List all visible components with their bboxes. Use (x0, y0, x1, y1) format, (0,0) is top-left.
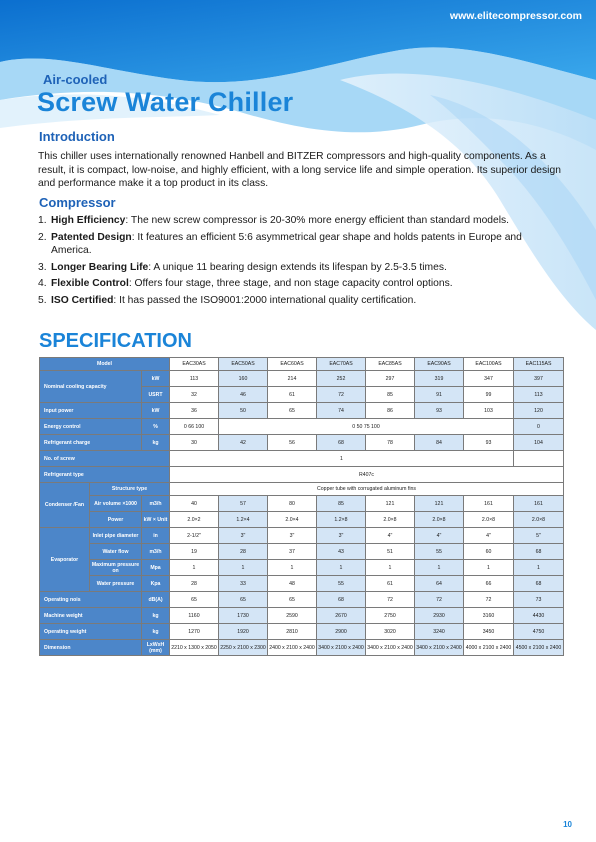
table-cell: 252 (317, 371, 366, 387)
table-cell: 48 (268, 576, 317, 592)
group-label: Evaporator (40, 528, 90, 592)
table-cell: 1 (268, 560, 317, 576)
table-cell: 1 (219, 560, 268, 576)
feature-text: : The new screw compressor is 20-30% more energy efficient than standard models. (125, 215, 510, 226)
row-label: Operating weight (40, 624, 142, 640)
table-cell: 1160 (170, 608, 219, 624)
unit-cell: Kpa (142, 576, 170, 592)
table-cell: 40 (170, 496, 219, 512)
table-cell: 91 (415, 387, 464, 403)
table-cell: 72 (464, 592, 514, 608)
row-label: Maximum pressure on (90, 560, 142, 576)
table-cell: Copper tube with corrugated aluminum fins (170, 483, 564, 496)
table-row (40, 592, 564, 608)
table-cell: 28 (170, 576, 219, 592)
feature-title: Flexible Control (51, 278, 129, 289)
list-number: 2. (38, 231, 47, 243)
row-label: Machine weight (40, 608, 142, 624)
table-cell: 1730 (219, 608, 268, 624)
table-cell: 397 (514, 371, 564, 387)
table-cell: 3" (317, 528, 366, 544)
row-label: Dimension (40, 640, 142, 656)
model-cell: EAC85AS (366, 358, 415, 371)
table-row (40, 451, 564, 467)
table-cell: 2-1/2" (170, 528, 219, 544)
table-cell: 4500 x 2100 x 2400 (514, 640, 564, 656)
row-label: Refrigerant charge (40, 435, 142, 451)
table-cell: 2400 x 2100 x 2400 (268, 640, 317, 656)
table-cell: 2250 x 2100 x 2300 (219, 640, 268, 656)
table-cell: 4" (415, 528, 464, 544)
table-cell: 60 (464, 544, 514, 560)
table-cell: 55 (415, 544, 464, 560)
feature-title: Longer Bearing Life (51, 261, 149, 273)
table-cell: 33 (219, 576, 268, 592)
table-cell: 68 (317, 592, 366, 608)
unit-cell: dB(A) (142, 592, 170, 608)
table-cell: 55 (317, 576, 366, 592)
table-cell: 161 (514, 496, 564, 512)
table-row (40, 435, 564, 451)
table-cell: 3" (219, 528, 268, 544)
table-cell: 0 50 75 100 (219, 419, 514, 435)
unit-cell: kW (142, 403, 170, 419)
table-cell: 2210 x 1300 x 2050 (170, 640, 219, 656)
unit-cell: USRT (142, 387, 170, 403)
row-label: Inlet pipe diameter (90, 528, 142, 544)
model-cell: EAC50AS (219, 358, 268, 371)
subtitle: Air-cooled (43, 72, 108, 87)
table-cell: 1.2×8 (317, 512, 366, 528)
table-cell: 78 (366, 435, 415, 451)
unit-cell: kg (142, 624, 170, 640)
compressor-heading: Compressor (39, 195, 116, 210)
table-cell: 103 (464, 403, 514, 419)
table-cell: 57 (219, 496, 268, 512)
table-cell: 64 (415, 576, 464, 592)
table-cell: 319 (415, 371, 464, 387)
row-label: Water pressure (90, 576, 142, 592)
table-cell: 86 (366, 403, 415, 419)
table-cell: 1270 (170, 624, 219, 640)
table-cell: 50 (219, 403, 268, 419)
table-cell: 3160 (464, 608, 514, 624)
row-label: No. of screw (40, 451, 170, 467)
website-url[interactable]: www.elitecompressor.com (449, 10, 582, 22)
table-cell: 3450 (464, 624, 514, 640)
table-cell: 4430 (514, 608, 564, 624)
table-cell: 43 (317, 544, 366, 560)
table-cell: 1.2×4 (219, 512, 268, 528)
table-cell: 3400 x 2100 x 2400 (366, 640, 415, 656)
table-row (40, 624, 564, 640)
table-cell: 1 (514, 560, 564, 576)
unit-cell: kW (142, 371, 170, 387)
unit-cell: % (142, 419, 170, 435)
table-cell: 3240 (415, 624, 464, 640)
unit-cell: Mpa (142, 560, 170, 576)
unit-cell: kg (142, 608, 170, 624)
row-label: Nominal cooling capacity (40, 371, 142, 403)
specification-heading: SPECIFICATION (39, 330, 192, 352)
table-cell: 93 (415, 403, 464, 419)
table-cell: 84 (415, 435, 464, 451)
row-label: Energy control (40, 419, 142, 435)
table-cell: 4000 x 2100 x 2400 (464, 640, 514, 656)
feature-text: : A unique 11 bearing design extends its lifespan by 2.5-3.5 times. (148, 261, 447, 273)
table-cell: 297 (366, 371, 415, 387)
table-cell: 2750 (366, 608, 415, 624)
list-number: 3. (38, 261, 47, 273)
table-cell: 2.0×8 (366, 512, 415, 528)
table-cell: 1 (464, 560, 514, 576)
table-cell: 1 (415, 560, 464, 576)
table-row (40, 608, 564, 624)
feature-text: : It features an efficient 5:6 asymmetrical gear shape and holds patents in Europe and America. (51, 231, 522, 256)
table-cell: 113 (170, 371, 219, 387)
table-cell (514, 451, 564, 467)
model-cell: EAC60AS (268, 358, 317, 371)
table-cell: 61 (366, 576, 415, 592)
feature-title: ISO Certified (51, 294, 114, 306)
table-cell: 68 (317, 435, 366, 451)
row-label: Operating nois (40, 592, 142, 608)
table-cell: 80 (268, 496, 317, 512)
table-row (40, 512, 564, 528)
table-row (40, 419, 564, 435)
table-cell: 28 (219, 544, 268, 560)
table-cell: 347 (464, 371, 514, 387)
table-cell: 61 (268, 387, 317, 403)
list-item (38, 277, 563, 291)
table-cell: 68 (514, 544, 564, 560)
feature-title: Patented Design (51, 231, 132, 243)
table-cell: 3400 x 2100 x 2400 (317, 640, 366, 656)
table-cell: 72 (366, 592, 415, 608)
table-cell: 46 (219, 387, 268, 403)
table-cell: 66 (464, 576, 514, 592)
table-cell: 4" (366, 528, 415, 544)
model-cell: EAC30AS (170, 358, 219, 371)
table-cell: 1 (170, 451, 514, 467)
table-row (40, 358, 564, 371)
table-row (40, 496, 564, 512)
table-cell: 65 (268, 403, 317, 419)
table-cell: 51 (366, 544, 415, 560)
model-label: Model (40, 358, 170, 371)
table-row (40, 403, 564, 419)
table-cell: 99 (464, 387, 514, 403)
table-cell: 4" (464, 528, 514, 544)
table-cell: 2900 (317, 624, 366, 640)
row-label: Input power (40, 403, 142, 419)
table-cell: 93 (464, 435, 514, 451)
list-item (38, 231, 563, 258)
table-cell: 5" (514, 528, 564, 544)
list-item (38, 261, 563, 275)
table-cell: 1 (170, 560, 219, 576)
row-label: Water flow (90, 544, 142, 560)
table-cell: 161 (464, 496, 514, 512)
table-row (40, 640, 564, 656)
table-cell: 214 (268, 371, 317, 387)
table-cell: 68 (514, 576, 564, 592)
table-cell: 120 (514, 403, 564, 419)
table-cell: 30 (170, 435, 219, 451)
table-cell: 65 (170, 592, 219, 608)
table-row (40, 528, 564, 544)
table-cell: 74 (317, 403, 366, 419)
model-cell: EAC100AS (464, 358, 514, 371)
list-number: 4. (38, 278, 47, 289)
specification-table (39, 357, 564, 656)
feature-text: : Offers four stage, three stage, and non stage capacity control options. (128, 278, 453, 289)
table-cell: 2930 (415, 608, 464, 624)
table-row (40, 544, 564, 560)
table-cell: 3" (268, 528, 317, 544)
table-cell: 42 (219, 435, 268, 451)
list-number: 1. (38, 215, 47, 226)
page-number: 10 (563, 820, 572, 829)
table-cell: 4750 (514, 624, 564, 640)
feature-text: : It has passed the ISO9001:2000 international quality certification. (113, 294, 417, 306)
table-cell: 2.0×8 (464, 512, 514, 528)
table-cell: 2670 (317, 608, 366, 624)
table-cell: 65 (268, 592, 317, 608)
table-row (40, 560, 564, 576)
unit-cell: kg (142, 435, 170, 451)
table-row (40, 483, 564, 496)
table-cell: 104 (514, 435, 564, 451)
unit-cell: m3/h (142, 496, 170, 512)
table-cell: 2810 (268, 624, 317, 640)
group-label: Condenser /Fan (40, 483, 90, 528)
unit-cell: m3/h (142, 544, 170, 560)
table-cell: 2.0×8 (415, 512, 464, 528)
table-cell: 121 (415, 496, 464, 512)
feature-title: High Efficiency (51, 215, 126, 226)
table-row (40, 576, 564, 592)
table-cell: 3400 x 2100 x 2400 (415, 640, 464, 656)
intro-paragraph: This chiller uses internationally renowned Hanbell and BITZER compressors and high-quality components. As a result, it is compact, low-noise, and highly efficient, with a long service life and simple operation. Its superior design and performance make it a top product in its class. (38, 151, 561, 189)
model-cell: EAC115AS (514, 358, 564, 371)
table-cell: 73 (514, 592, 564, 608)
table-cell: 32 (170, 387, 219, 403)
unit-cell: kW × Unit (142, 512, 170, 528)
list-number: 5. (38, 294, 47, 306)
table-row (40, 371, 564, 387)
table-cell: 3020 (366, 624, 415, 640)
table-cell: 65 (219, 592, 268, 608)
table-cell: 37 (268, 544, 317, 560)
table-cell: 1920 (219, 624, 268, 640)
table-cell: 72 (317, 387, 366, 403)
model-cell: EAC70AS (317, 358, 366, 371)
table-cell: 19 (170, 544, 219, 560)
table-cell: 85 (317, 496, 366, 512)
table-cell: 2590 (268, 608, 317, 624)
table-row (40, 467, 564, 483)
unit-cell: LxWxH (mm) (142, 640, 170, 656)
model-cell: EAC90AS (415, 358, 464, 371)
table-cell: R407c (170, 467, 564, 483)
list-item (38, 214, 563, 228)
row-label: Air volume ×1000 (90, 496, 142, 512)
intro-heading: Introduction (39, 129, 115, 144)
table-cell: 72 (415, 592, 464, 608)
table-cell: 56 (268, 435, 317, 451)
table-cell: 160 (219, 371, 268, 387)
table-cell: 1 (366, 560, 415, 576)
compressor-feature-list (38, 214, 563, 307)
table-cell: 1 (317, 560, 366, 576)
table-cell: 121 (366, 496, 415, 512)
row-label: Structure type (90, 483, 170, 496)
table-cell: 0 66 100 (170, 419, 219, 435)
table-cell: 0 (514, 419, 564, 435)
list-item (38, 294, 563, 308)
table-cell: 2.0×8 (514, 512, 564, 528)
table-cell: 36 (170, 403, 219, 419)
row-label: Refrigerant type (40, 467, 170, 483)
table-cell: 2.0×2 (170, 512, 219, 528)
page-title: Screw Water Chiller (37, 87, 294, 117)
table-cell: 2.0×4 (268, 512, 317, 528)
table-cell: 85 (366, 387, 415, 403)
row-label: Power (90, 512, 142, 528)
unit-cell: in (142, 528, 170, 544)
table-cell: 113 (514, 387, 564, 403)
